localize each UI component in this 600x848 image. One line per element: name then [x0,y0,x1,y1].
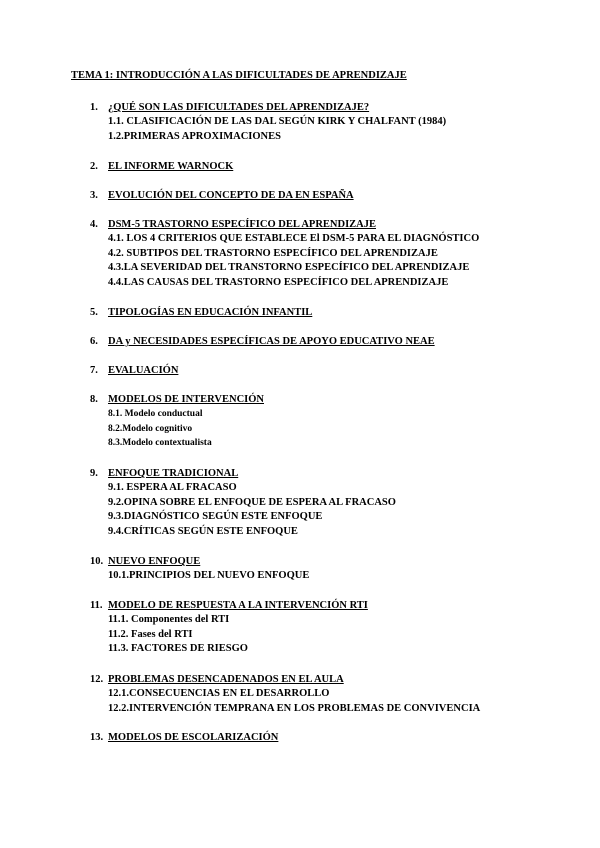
section-title: EL INFORME WARNOCK [108,161,234,172]
section-heading [90,673,550,687]
subsection-item: 8.1. Modelo conductual [108,409,203,419]
document-title: TEMA 1: INTRODUCCIÓN A LAS DIFICULTADES DE APRENDIZAJE [71,70,407,81]
section-number: 4. [90,219,98,230]
section-7 [90,364,550,378]
section-heading [90,189,550,203]
section-4 [90,218,550,290]
subsection-item: 9.3.DIAGNÓSTICO SEGÚN ESTE ENFOQUE [108,511,323,523]
section-3 [90,189,550,203]
section-heading [90,393,550,407]
section-13 [90,731,550,745]
section-title: NUEVO ENFOQUE [108,556,201,567]
subsection-item: 9.2.OPINA SOBRE EL ENFOQUE DE ESPERA AL FRACASO [108,496,396,508]
section-number: 5. [90,307,98,318]
section-heading [90,364,550,378]
subsection-item: 4.4.LAS CAUSAS DEL TRASTORNO ESPECÍFICO DEL APRENDIZAJE [108,276,449,288]
subsection-item: 11.2. Fases del RTI [108,628,193,640]
section-title: PROBLEMAS DESENCADENADOS EN EL AULA [108,674,344,685]
section-title: EVOLUCIÓN DEL CONCEPTO DE DA EN ESPAÑA [108,190,354,201]
section-heading [90,160,550,174]
section-1 [90,101,550,144]
section-heading [90,101,550,115]
subsection-item: 10.1.PRINCIPIOS DEL NUEVO ENFOQUE [108,570,310,581]
section-title: MODELOS DE INTERVENCIÓN [108,394,264,405]
subsection-item: 12.2.INTERVENCIÓN TEMPRANA EN LOS PROBLEMAS DE CONVIVENCIA [108,702,481,714]
section-number: 3. [90,190,98,201]
subsection-item: 11.3. FACTORES DE RIESGO [108,643,248,655]
section-number: 12. [90,674,104,685]
section-title: DSM-5 TRASTORNO ESPECÍFICO DEL APRENDIZAJE [108,219,376,230]
section-12 [90,673,550,716]
section-title: MODELOS DE ESCOLARIZACIÓN [108,732,279,743]
section-heading [90,555,550,569]
section-heading [90,599,550,613]
subsection-item: 11.1. Componentes del RTI [108,614,230,625]
section-title: EVALUACIÓN [108,365,179,376]
subsection-item: 4.3.LA SEVERIDAD DEL TRANSTORNO ESPECÍFICO DEL APRENDIZAJE [108,262,470,274]
subsection-item: 1.1. CLASIFICACIÓN DE LAS DAL SEGÚN KIRK Y CHALFANT (1984) [108,116,447,127]
section-heading [90,467,550,481]
subsection-item: 9.1. ESPERA AL FRACASO [108,482,237,493]
section-number: 2. [90,161,98,172]
section-9 [90,467,550,539]
subsection-item: 8.3.Modelo contextualista [108,438,212,449]
section-number: 1. [90,102,98,113]
section-number: 13. [90,732,104,743]
section-number: 9. [90,468,98,479]
section-heading [90,335,550,349]
section-title: ¿QUÉ SON LAS DIFICULTADES DEL APRENDIZAJE? [108,102,370,113]
section-2 [90,160,550,174]
section-number: 10. [90,556,104,567]
section-title: TIPOLOGÍAS EN EDUCACIÓN INFANTIL [108,307,313,318]
section-heading [90,731,550,745]
section-number: 6. [90,336,98,347]
subsection-item: 8.2.Modelo cognitivo [108,423,193,434]
section-6 [90,335,550,349]
subsection-item: 9.4.CRÍTICAS SEGÚN ESTE ENFOQUE [108,525,298,537]
section-number: 7. [90,365,98,376]
section-5 [90,306,550,320]
section-heading [90,218,550,232]
section-11 [90,599,550,657]
subsection-item: 1.2.PRIMERAS APROXIMACIONES [108,130,281,142]
section-number: 11. [90,600,103,611]
section-heading [90,306,550,320]
section-8 [90,393,550,451]
section-title: MODELO DE RESPUESTA A LA INTERVENCIÓN RTI [108,600,368,611]
subsection-item: 4.2. SUBTIPOS DEL TRASTORNO ESPECÍFICO DEL APRENDIZAJE [108,247,438,259]
section-10 [90,555,550,584]
subsection-item: 4.1. LOS 4 CRITERIOS QUE ESTABLECE El DSM-5 PARA EL DIAGNÓSTICO [108,233,480,244]
section-number: 8. [90,394,98,405]
section-title: ENFOQUE TRADICIONAL [108,468,239,479]
section-title: DA y NECESIDADES ESPECÍFICAS DE APOYO EDUCATIVO NEAE [108,336,435,347]
subsection-item: 12.1.CONSECUENCIAS EN EL DESARROLLO [108,688,330,699]
